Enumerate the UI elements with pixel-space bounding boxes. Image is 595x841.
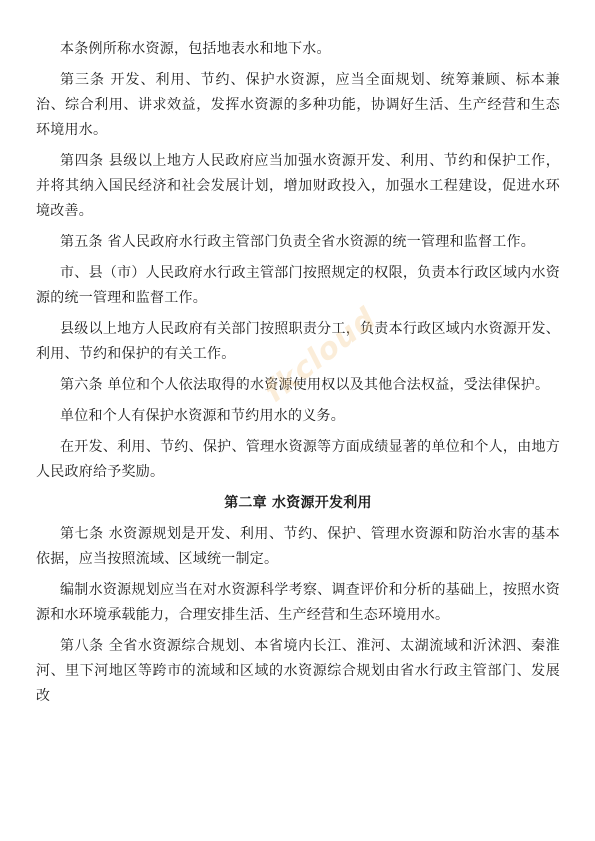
paragraph: 编制水资源规划应当在对水资源科学考察、调查评价和分析的基础上，按照水资源和水环境承载能力，合理安排生活、生产经营和生态环境用水。 [36, 582, 560, 623]
chapter-heading: 第二章 水资源开发利用 [224, 495, 372, 511]
article-3-paragraph: 第三条 开发、利用、节约、保护水资源，应当全面规划、统筹兼顾、标本兼治、综合利用、讲求效益，发挥水资源的多种功能，协调好生活、生产经营和生态环境用水。 [36, 72, 560, 138]
article-5-paragraph: 第五条 省人民政府水行政主管部门负责全省水资源的统一管理和监督工作。 [60, 234, 535, 250]
article-7-paragraph: 第七条 水资源规划是开发、利用、节约、保护、管理水资源和防治水害的基本依据，应当按照流域、区域统一制定。 [36, 526, 560, 567]
document-body [36, 37, 560, 715]
article-8-paragraph: 第八条 全省水资源综合规划、本省境内长江、淮河、太湖流域和沂沭泗、秦淮河、里下河地区等跨市的流域和区域的水资源综合规划由省水行政主管部门、发展改 [36, 638, 560, 704]
watermark: fkcloud [258, 301, 384, 410]
paragraph: 市、县（市）人民政府水行政主管部门按照规定的权限，负责本行政区域内水资源的统一管理和监督工作。 [36, 265, 560, 306]
paragraph: 县级以上地方人民政府有关部门按照职责分工，负责本行政区域内水资源开发、利用、节约和保护的有关工作。 [36, 321, 560, 362]
paragraph: 在开发、利用、节约、保护、管理水资源等方面成绩显著的单位和个人，由地方人民政府给予奖励。 [36, 439, 560, 480]
article-6-paragraph: 第六条 单位和个人依法取得的水资源使用权以及其他合法权益，受法律保护。 [60, 377, 550, 393]
paragraph: 单位和个人有保护水资源和节约用水的义务。 [60, 408, 345, 424]
paragraph: 本条例所称水资源，包括地表水和地下水。 [60, 41, 331, 57]
article-4-paragraph: 第四条 县级以上地方人民政府应当加强水资源开发、利用、节约和保护工作，并将其纳入国民经济和社会发展计划，增加财政投入，加强水工程建设，促进水环境改善。 [36, 153, 560, 219]
